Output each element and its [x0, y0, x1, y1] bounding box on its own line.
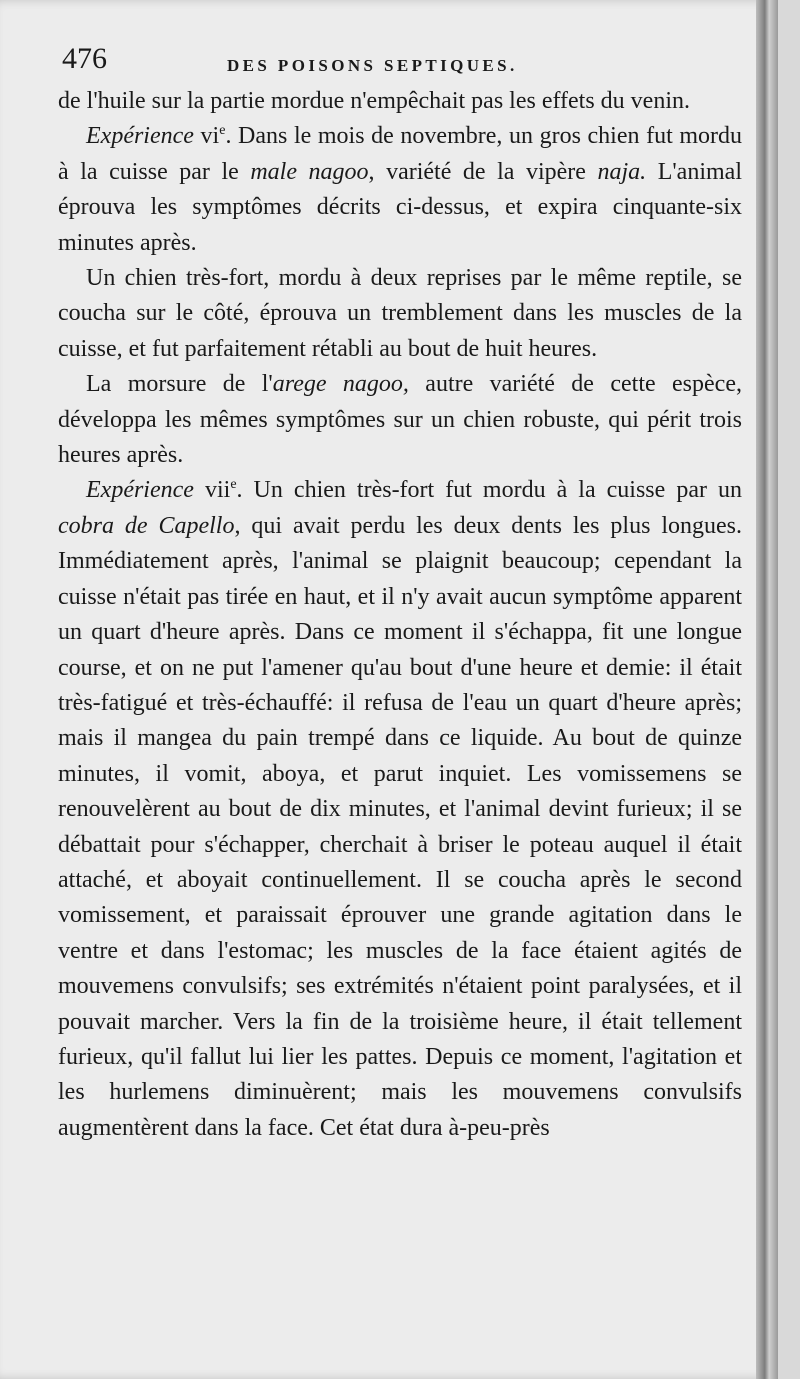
paragraph	[58, 119, 742, 261]
text-run: La morsure de l'	[86, 371, 273, 398]
ordinal-superscript: e	[230, 477, 237, 493]
text-run: vii	[193, 477, 231, 504]
italic-text: naja.	[597, 158, 647, 185]
text-run: . Un chien très-fort fut mordu à la cuisse par un	[236, 477, 742, 504]
paragraph	[58, 84, 742, 119]
running-title: DES POISONS SEPTIQUES.	[227, 56, 518, 75]
paragraph	[58, 367, 742, 473]
text-run: , variété de la vipère	[368, 158, 598, 185]
italic-text: cobra de Capello	[58, 512, 235, 539]
italic-text: male nagoo	[250, 158, 369, 185]
page-header	[62, 40, 722, 84]
text-run: L'animal éprouva les symptômes décrits ci-dessus, et expira cinquante-six minutes après.	[58, 158, 742, 256]
body-text	[58, 84, 742, 1146]
paragraph	[58, 261, 742, 367]
text-run: autre variété de cette espèce, développa les mêmes symptômes sur un chien robuste, qui périt trois heures après.	[58, 371, 742, 469]
text-run: . Dans le mois de novembre, un gros chien fut mordu à la cuisse par le	[58, 123, 743, 185]
paragraph	[58, 473, 742, 1146]
page-edge	[756, 0, 778, 1379]
text-run: , qui avait perdu les deux dents les plus longues. Immédiatement après, l'animal se plaignit beaucoup; cependant la cuisse n'était pas tirée en haut, et il n'y avait aucun symptôme apparent un quart d'heure après. Dans ce moment il s'échappa, fit une longue course, et on ne put l'amener qu'au bout d'une heure et demie: il était très-fatigué et très-échauffé: il refusa de l'eau un quart d'heure après; mais il mangea du pain trempé dans ce liquide. Au bout de quinze minutes, il vomit, aboya, et parut inquiet. Les vomissemens se renouvelèrent au bout de dix minutes, et l'animal devint furieux; il se débattait pour s'échapper, cherchait à briser le poteau auquel il était attaché, et aboyait continuellement. Il se coucha après le second vomissement, et paraissait éprouver une grande agitation dans le ventre et dans l'estomac; les muscles de la face étaient agités de mouvemens convulsifs; ses extrémités n'étaient point paralysées, et il pouvait marcher. Vers la fin de la troisième heure, il était tellement furieux, qu'il fallut lui lier les pattes. Depuis ce moment, l'agitation et les hurlemens diminuèrent; mais les mouvemens convulsifs augmentèrent dans la face. Cet état dura à-peu-près	[58, 512, 742, 1141]
text-run: de l'huile sur la partie mordue n'empêchait pas les effets du venin.	[58, 88, 691, 114]
italic-text: Expérience	[86, 477, 194, 504]
page-number: 476	[62, 42, 107, 75]
italic-text: Expérience	[86, 123, 194, 150]
ordinal-superscript: e	[219, 123, 226, 139]
text-run: vi	[193, 123, 220, 150]
italic-text: arege nagoo,	[272, 371, 409, 398]
text-run: Un chien très-fort, mordu à deux reprises par le même reptile, se coucha sur le côté, éprouva un tremblement dans les muscles de la cuisse, et fut parfaitement rétabli au bout de huit heures.	[58, 265, 742, 362]
